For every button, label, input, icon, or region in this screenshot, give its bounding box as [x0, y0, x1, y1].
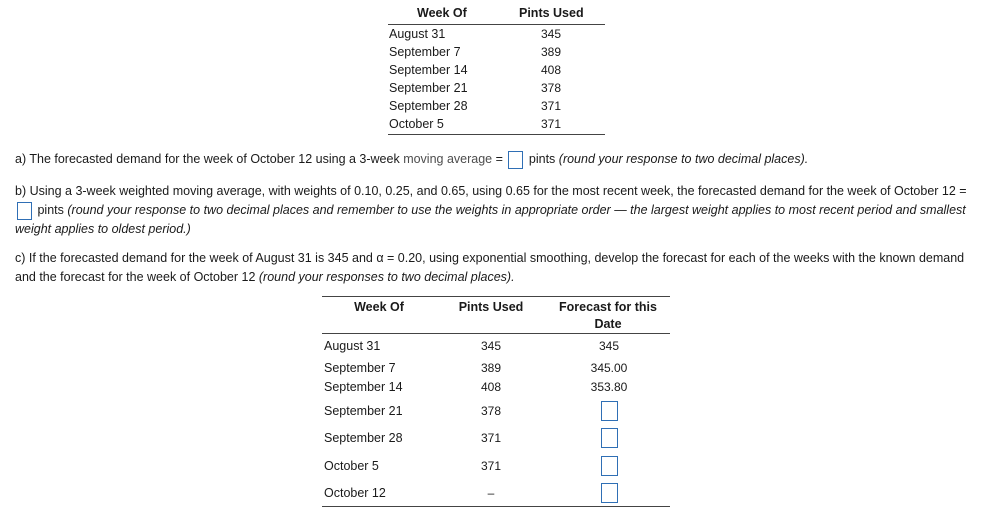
pints-cell: 378: [540, 81, 562, 95]
forecast-cell: 345: [598, 339, 620, 353]
pints-cell: –: [487, 486, 495, 500]
table-row: [388, 99, 605, 117]
week-cell: September 21: [324, 404, 403, 418]
part-c-note: (round your responses to two decimal places).: [258, 270, 515, 284]
table-row: [322, 431, 670, 449]
pints-cell: 371: [480, 459, 502, 473]
pints-cell: 371: [540, 99, 562, 113]
table-rule: [322, 333, 670, 334]
question-part-b: [15, 182, 980, 239]
table-row: [388, 81, 605, 99]
forecast-input[interactable]: [601, 428, 618, 448]
table-row: [322, 339, 670, 357]
forecast-cell: 353.80: [590, 380, 628, 394]
part-c-text: c) If the forecasted demand for the week of August 31 is 345 and α = 0.20, using exponential smoothing, develop the forecast for each of the weeks with the known demand and the forecast for the week of October 12: [15, 251, 965, 284]
part-a-prefix: a) The forecasted demand for the week of October 12 using a 3-week: [15, 152, 404, 166]
table-rule: [322, 506, 670, 507]
week-cell: October 12: [324, 486, 386, 500]
part-a-equals: =: [492, 152, 503, 166]
pints-cell: 408: [480, 380, 502, 394]
week-cell: August 31: [389, 27, 446, 41]
table-row: [388, 117, 605, 135]
part-b-prefix: b) Using a 3-week weighted moving average, with weights of 0.10, 0.25, and 0.65, using 0.65 for the most recent week, the forecasted demand for the week of October 12 =: [15, 184, 967, 198]
demand-table: [388, 6, 605, 136]
part-a-suffix: pints: [528, 152, 559, 166]
table-row: [322, 361, 670, 379]
table-row: [322, 486, 670, 504]
pints-cell: 345: [480, 339, 502, 353]
pints-cell: 389: [540, 45, 562, 59]
pints-cell: 378: [480, 404, 502, 418]
table-rule: [388, 24, 605, 25]
column-header-week-of: Week Of: [417, 6, 467, 20]
pints-cell: 389: [480, 361, 502, 375]
table-row: [388, 63, 605, 81]
week-cell: September 7: [389, 45, 461, 59]
part-b-note: (round your response to two decimal places and remember to use the weights in appropriate order — the largest weight applies to most recent period and smallest weight applies to oldest period.): [15, 203, 966, 236]
table-row: [322, 404, 670, 422]
week-cell: September 28: [324, 431, 403, 445]
week-cell: September 28: [389, 99, 468, 113]
week-cell: October 5: [389, 117, 444, 131]
week-cell: September 14: [389, 63, 468, 77]
week-cell: October 5: [324, 459, 379, 473]
column-header-forecast: Forecast for this Date: [559, 300, 657, 331]
table-rule: [322, 296, 670, 297]
forecast-input[interactable]: [601, 483, 618, 503]
forecast-input[interactable]: [601, 401, 618, 421]
column-header-pints-used: Pints Used: [519, 6, 584, 20]
part-b-suffix: pints: [37, 203, 68, 217]
pints-cell: 371: [480, 431, 502, 445]
week-cell: September 7: [324, 361, 396, 375]
table-rule: [388, 134, 605, 135]
table-row: [322, 380, 670, 398]
table-row: [388, 45, 605, 63]
column-header-week-of: Week Of: [354, 300, 404, 314]
answer-a-input[interactable]: [508, 151, 523, 169]
column-header-pints-used: Pints Used: [458, 300, 524, 314]
week-cell: September 21: [389, 81, 468, 95]
pints-cell: 371: [540, 117, 562, 131]
forecast-cell: 345.00: [590, 361, 628, 375]
week-cell: August 31: [324, 339, 381, 353]
question-part-c: [15, 249, 980, 287]
answer-b-input[interactable]: [17, 202, 32, 220]
week-cell: September 14: [324, 380, 403, 394]
table-row: [388, 27, 605, 45]
table-row: [322, 459, 670, 477]
question-part-a: [15, 150, 980, 169]
forecast-input[interactable]: [601, 456, 618, 476]
part-a-note: (round your response to two decimal places).: [558, 152, 809, 166]
pints-cell: 345: [540, 27, 562, 41]
pints-cell: 408: [540, 63, 562, 77]
forecast-table: [322, 296, 670, 508]
moving-average-term: moving average: [403, 152, 493, 166]
